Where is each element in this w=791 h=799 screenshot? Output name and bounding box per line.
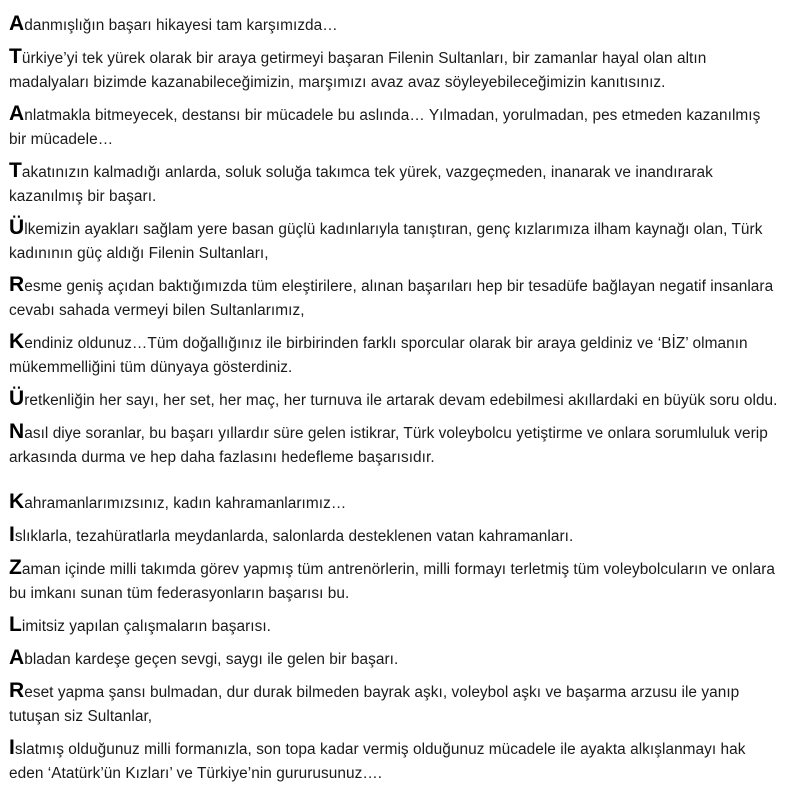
paragraph-text: retkenliğin her sayı, her set, her maç, her turnuva ile artarak devam edebilmesi akıllardaki en büyük soru oldu. [24,392,778,409]
acrostic-initial: Ü [9,216,25,239]
paragraph-text: imitsiz yapılan çalışmaların başarısı. [21,618,271,635]
acrostic-initial: Z [9,556,22,579]
paragraph [9,420,781,470]
paragraph [9,159,781,209]
acrostic-initial: R [9,679,25,702]
paragraph-text: danmışlığın başarı hikayesi tam karşımızda… [24,17,338,34]
acrostic-initial: N [9,420,25,443]
paragraph [9,736,781,786]
paragraph-text: eset yapma şansı bulmadan, dur durak bilmeden bayrak aşkı, voleybol aşkı ve başarma arzusu ile yanıp tutuşan siz Sultanlar, [9,684,740,725]
paragraph [9,646,781,672]
acrostic-initial: Ü [9,387,25,410]
paragraph [9,102,781,152]
paragraph-text: asıl diye soranlar, bu başarı yıllardır süre gelen istikrar, Türk voleybolcu yetiştirme ve onlara sorumluluk verip arkasında durma ve hep daha fazlasını hedefleme başarısıdır. [9,425,768,466]
acrostic-initial: T [9,159,22,182]
paragraph-text: akatınızın kalmadığı anlarda, soluk soluğa takımca tek yürek, vazgeçmeden, inanarak ve inandırarak kazanılmış bir başarı. [9,164,713,205]
paragraph [9,12,781,38]
acrostic-initial: A [9,102,25,125]
acrostic-initial: A [9,12,25,35]
acrostic-initial: K [9,490,25,513]
paragraph-text: endiniz oldunuz…Tüm doğallığınız ile birbirinden farklı sporcular olarak bir araya geldiniz ve ‘BİZ’ olmanın mükemmelliğini tüm dünyaya gösterdiniz. [9,335,748,376]
paragraph-text: ahramanlarımızsınız, kadın kahramanlarımız… [24,495,347,512]
paragraph [9,523,781,549]
acrostic-initial: I [9,736,15,759]
paragraph [9,387,781,413]
paragraph [9,490,781,516]
paragraph [9,273,781,323]
acrostic-initial: K [9,330,25,353]
paragraph-text: bladan kardeşe geçen sevgi, saygı ile gelen bir başarı. [24,651,399,668]
paragraph [9,556,781,606]
paragraph-text: slatmış olduğunuz milli formanızla, son topa kadar vermiş olduğunuz mücadele ile ayakta alkışlanmayı hak eden ‘Atatürk’ün Kızları’ ve Türkiye’nin gururusunuz…. [9,741,746,782]
acrostic-initial: I [9,523,15,546]
paragraph-text: lkemizin ayakları sağlam yere basan güçlü kadınlarıyla tanıştıran, genç kızlarımıza ilham kaynağı olan, Türk kadınının güç aldığı Filenin Sultanları, [9,221,763,262]
paragraph [9,330,781,380]
paragraph-text: nlatmakla bitmeyecek, destansı bir mücadele bu aslında… Yılmadan, yorulmadan, pes etmeden kazanılmış bir mücadele… [9,107,761,148]
acrostic-initial: T [9,45,22,68]
paragraph [9,679,781,729]
acrostic-initial: R [9,273,25,296]
paragraph [9,613,781,639]
paragraph [9,216,781,266]
acrostic-initial: A [9,646,25,669]
paragraph-text: esme geniş açıdan baktığımızda tüm eleştirilere, alınan başarıları hep bir tesadüfe bağlayan negatif insanlara cevabı sahada vermeyi bilen Sultanlarımız, [9,278,774,319]
paragraph [9,45,781,95]
paragraph-text: aman içinde milli takımda görev yapmış tüm antrenörlerin, milli formayı terletmiş tüm voleybolcuların ve onlara bu imkanı sunan tüm federasyonların başarısı bu. [9,561,776,602]
paragraph-text: ürkiye’yi tek yürek olarak bir araya getirmeyi başaran Filenin Sultanları, bir zamanlar hayal olan altın madalyaları bizimde kazanabileceğimizin, marşımızı avaz avaz söyleyebileceğimizin kanıtısınız. [9,50,707,91]
acrostic-initial: L [9,613,22,636]
paragraph-text: slıklarla, tezahüratlarla meydanlarda, salonlarda desteklenen vatan kahramanları. [14,528,574,545]
